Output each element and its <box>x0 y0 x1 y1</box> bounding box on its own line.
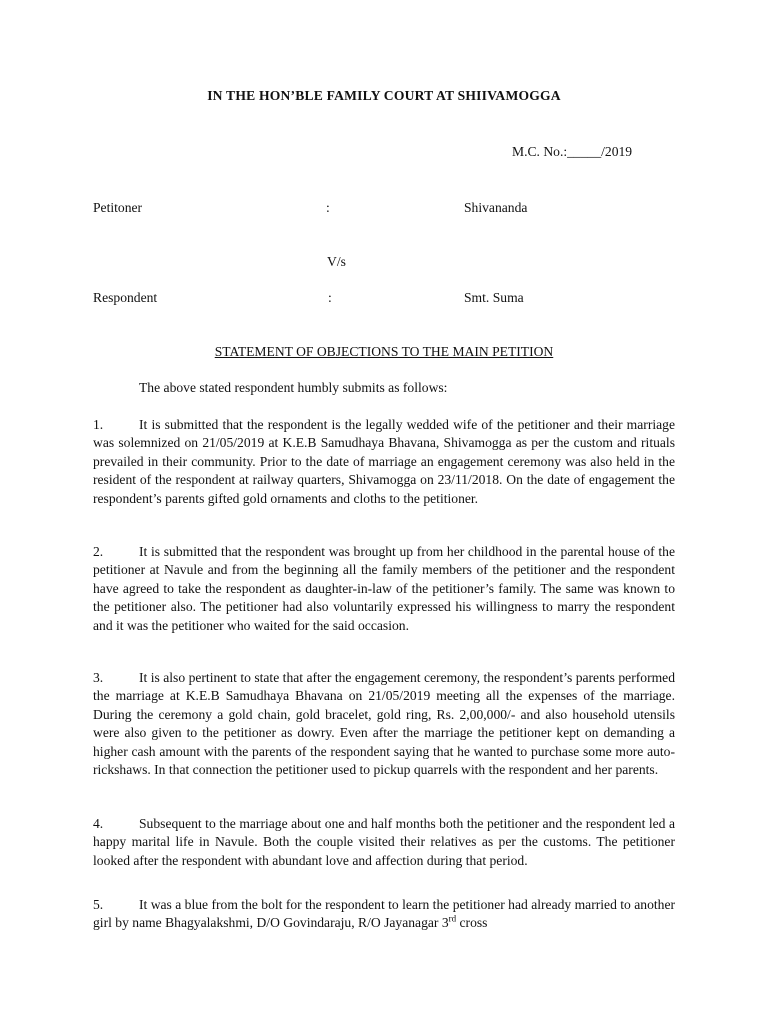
paragraph-number: 1. <box>93 417 104 432</box>
paragraph-number: 4. <box>93 816 104 831</box>
respondent-name: Smt. Suma <box>464 290 524 305</box>
paragraph-text: It is submitted that the respondent is the legally wedded wife of the petitioner and their marriage was solemnized on 21/05/2019 at K.E.B Samudhaya Bhavana, Shivamogga as per the custom and rituals prevailed in their community. Prior to the date of marriage an engagement ceremony was also held in the resident of the respondent at railway quarters, Shivamogga on 23/11/2018. On the date of engagement the respondent’s parents gifted gold ornaments and cloths to the petitioner. <box>93 417 675 506</box>
paragraph-4 <box>93 815 675 870</box>
petitioner-colon: : <box>326 200 330 215</box>
paragraph-number: 5. <box>93 897 104 912</box>
petitioner-name: Shivananda <box>464 200 528 215</box>
petitioner-label: Petitoner <box>93 200 143 215</box>
paragraph-text-tail: cross <box>456 915 488 931</box>
paragraph-text: Subsequent to the marriage about one and half months both the petitioner and the respondent led a happy marital life in Navule. Both the couple visited their relatives as per the customs. The petitioner looked after the respondent with abundant love and affection during that period. <box>93 816 675 868</box>
paragraph-1 <box>93 416 675 508</box>
paragraph-text: It was a blue from the bolt for the respondent to learn the petitioner had already married to another girl by name Bhagyalakshmi, D/O Govindaraju, R/O Jayanagar 3 <box>93 897 676 931</box>
paragraph-text: It is also pertinent to state that after the engagement ceremony, the respondent’s parents performed the marriage at K.E.B Samudhaya Bhavana on 21/05/2019 meeting all the expenses of the marriage. During the ceremony a gold chain, gold bracelet, gold ring, Rs. 2,00,000/- and also household utensils were also given to the petitioner as dowry. Even after the marriage the petitioner kept on demanding a higher cash amount with the parents of the respondent saying that he wanted to purchase some more auto-rickshaws. In that connection the petitioner used to pickup quarrels with the respondent and her parents. <box>93 670 675 778</box>
versus-label: V/s <box>327 254 346 269</box>
statement-title: STATEMENT OF OBJECTIONS TO THE MAIN PETITION <box>214 344 554 359</box>
paragraph-number: 2. <box>93 544 104 559</box>
statement-intro: The above stated respondent humbly submits as follows: <box>139 380 448 395</box>
case-number: M.C. No.:_____/2019 <box>512 144 633 159</box>
paragraph-5 <box>93 896 675 933</box>
paragraph-2 <box>93 543 675 635</box>
court-title: IN THE HON’BLE FAMILY COURT AT SHIIVAMOGGA <box>207 88 561 103</box>
paragraph-number: 3. <box>93 670 104 685</box>
respondent-label: Respondent <box>93 290 158 305</box>
respondent-colon: : <box>328 290 332 305</box>
ordinal-suffix: rd <box>448 913 457 924</box>
paragraph-3 <box>93 669 675 779</box>
paragraph-text: It is submitted that the respondent was brought up from her childhood in the parental house of the petitioner at Navule and from the beginning all the family members of the petitioner and the respondent have agreed to take the respondent as daughter-in-law of the petitioner’s family. The same was known to the petitioner also. The petitioner had also voluntarily expressed his willingness to marry the respondent and it was the petitioner who waited for the said occasion. <box>93 544 675 633</box>
